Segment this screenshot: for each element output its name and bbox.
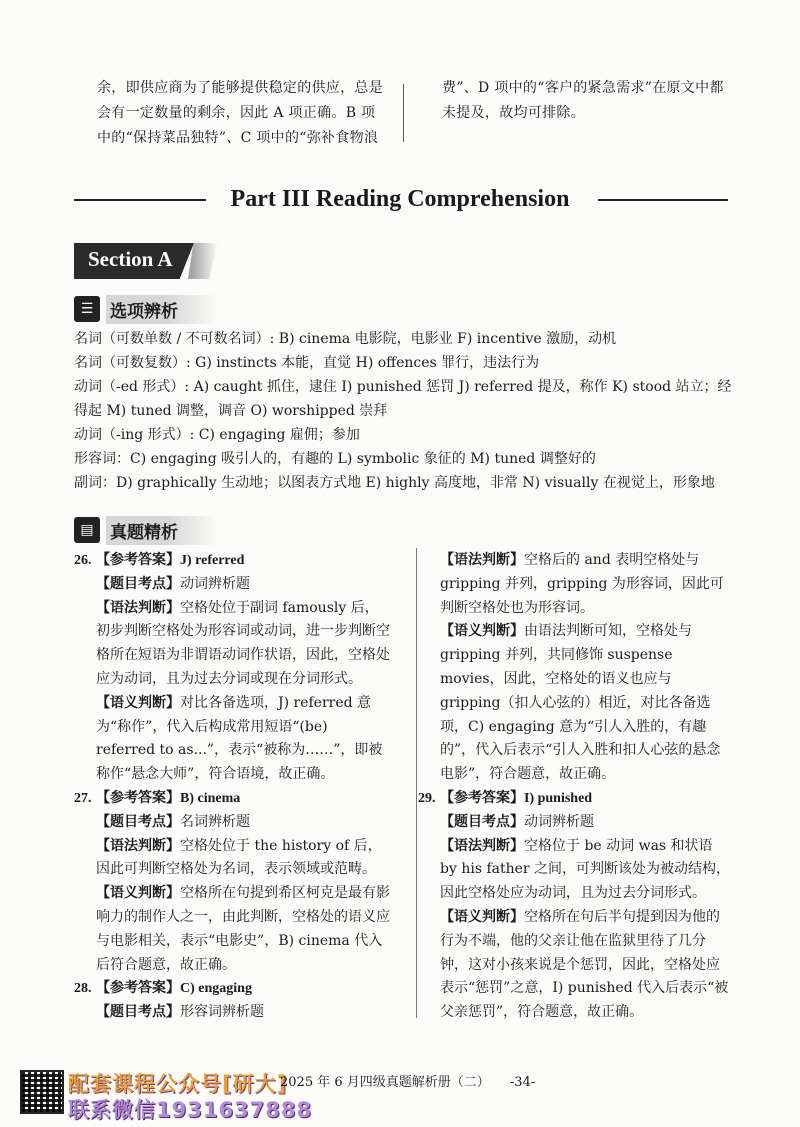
watermark-line-2: 联系微信1931637888 xyxy=(68,1098,313,1122)
vocab-list xyxy=(74,327,734,495)
qr-code xyxy=(20,1070,64,1114)
semantic-label: 【语义判断】 xyxy=(96,694,180,711)
answer-column-left xyxy=(74,549,390,1025)
grammar-label: 【语法判断】 xyxy=(96,599,180,616)
question-number: 28. xyxy=(74,981,92,997)
answer-value: B) cinema xyxy=(180,790,241,806)
answer-label: 【参考答案】 xyxy=(96,789,180,806)
answer-label: 【参考答案】 xyxy=(96,980,180,997)
grammar-text: 空格处位于副词 famously 后，初步判断空格处为形容词或动词，进一步判断空格所在短语为非谓语动词作状语，因此，空格处应为动词，且为过去分词或现在分词形式。 xyxy=(96,599,390,687)
page-number: -34- xyxy=(509,1075,536,1090)
point-value: 动词辨析题 xyxy=(180,575,250,592)
list-icon: ☰ xyxy=(74,296,100,322)
option-analysis-heading xyxy=(74,296,218,322)
grammar-text: 空格后的 and 表明空格处与 gripping 并列，gripping 为形容词，因此可判断空格处也为形容词。 xyxy=(440,552,724,616)
column-divider xyxy=(416,548,417,1018)
point-label: 【题目考点】 xyxy=(96,575,180,592)
continued-text-left: 余，即供应商为了能够提供稳定的供应，总是会有一定数量的剩余，因此 A 项正确。B 项中的“保持菜品独特”、C 项中的“弥补食物浪 xyxy=(97,80,383,146)
answer-29 xyxy=(418,787,732,811)
answer-26 xyxy=(74,549,390,573)
column-divider xyxy=(403,84,404,142)
vocab-line: 形容词：C) engaging 吸引人的，有趣的 L) symbolic 象征的 M) tuned 调整好的 xyxy=(74,451,596,467)
answer-28 xyxy=(74,977,390,1001)
semantic-label: 【语义判断】 xyxy=(440,908,524,925)
vocab-line: 名词（可数复数）: G) instincts 本能，直觉 H) offences 罪行，违法行为 xyxy=(74,355,540,371)
point-label: 【题目考点】 xyxy=(96,1004,180,1021)
grammar-label: 【语法判断】 xyxy=(440,552,524,568)
semantic-text: 空格所在句后半句提到因为他的行为不端，他的父亲让他在监狱里待了几分钟，这对小孩来说是个惩罚，因此，空格处应表示“惩罚”之意，I) punished 代入后表示“被父亲惩罚”，符合题意，故正确。 xyxy=(440,908,729,1021)
option-analysis-label: 选项辨析 xyxy=(106,295,218,324)
vocab-line: 动词（-ing 形式）: C) engaging 雇佣；参加 xyxy=(74,427,360,443)
continued-text-right: 费”、D 项中的“客户的紧急需求”在原文中都未提及，故均可排除。 xyxy=(442,80,724,121)
semantic-text: 由语法判断可知，空格处与 gripping 并列，共同修饰 suspense movies，因此，空格处的语义也应与 gripping（扣人心弦的）相近，对比各备选项，C) engaging 意为“引人入胜的，有趣的”，代入后表示“引人入胜和扣人心弦的悬念电影”，符合题意，故正确。 xyxy=(440,623,721,783)
point-label: 【题目考点】 xyxy=(96,813,180,830)
part-title: Part III Reading Comprehension xyxy=(230,186,570,212)
grammar-label: 【语法判断】 xyxy=(96,837,180,854)
grammar-label: 【语法判断】 xyxy=(440,837,524,854)
section-banner-fade xyxy=(188,243,218,279)
vocab-line: 副词：D) graphically 生动地；以图表方式地 E) highly 高度地，非常 N) visually 在视觉上，形象地 xyxy=(74,475,715,491)
section-title: Section A xyxy=(88,247,173,271)
vocab-line: 得起 M) tuned 调整，调音 O) worshipped 崇拜 xyxy=(74,403,388,419)
grammar-text: 空格位于 be 动词 was 和状语 by his father 之间，可判断该处为被动结构，因此空格处应为动词，且为过去分词形式。 xyxy=(440,837,731,902)
page-footer xyxy=(280,1071,535,1090)
semantic-text: 对比各备选项，J) referred 意为“称作”，代入后构成常用短语“(be) referred to as...”，表示“被称为……”，即被称作“悬念大师”，符合语境，故正确。 xyxy=(96,694,383,783)
answer-label: 【参考答案】 xyxy=(96,552,180,568)
watermark-line-1: 配套课程公众号[研大] xyxy=(68,1072,288,1096)
answer-value: I) punished xyxy=(524,790,593,806)
document-icon: ▤ xyxy=(74,517,100,543)
answer-label: 【参考答案】 xyxy=(440,789,524,806)
semantic-label: 【语义判断】 xyxy=(440,623,524,640)
answer-value: C) engaging xyxy=(180,981,252,997)
point-value: 动词辨析题 xyxy=(524,813,594,830)
semantic-text: 空格所在句提到希区柯克是最有影响力的制作人之一，由此判断，空格处的语义应与电影相关，表示“电影史”，B) cinema 代入后符合题意，故正确。 xyxy=(96,885,390,973)
semantic-label: 【语义判断】 xyxy=(96,885,180,902)
vocab-line: 名词（可数单数 / 不可数名词）: B) cinema 电影院，电影业 F) incentive 激励，动机 xyxy=(74,331,617,347)
question-number: 27. xyxy=(74,790,92,806)
answer-27 xyxy=(74,787,390,811)
question-number: 29. xyxy=(418,790,436,806)
answer-analysis-heading xyxy=(74,517,218,543)
answer-value: J) referred xyxy=(180,553,245,568)
point-label: 【题目考点】 xyxy=(440,813,524,830)
answer-column-right xyxy=(418,549,732,1025)
point-value: 形容词辨析题 xyxy=(180,1004,264,1021)
point-value: 名词辨析题 xyxy=(180,813,250,830)
grammar-text: 空格处位于 the history of 后，因此可判断空格处为名词，表示领域或范畴。 xyxy=(96,837,382,878)
question-number: 26. xyxy=(74,553,92,568)
answer-analysis-label: 真题精析 xyxy=(106,516,218,545)
vocab-line: 动词（-ed 形式）: A) caught 抓住，逮住 I) punished 惩罚 J) referred 提及，称作 K) stood 站立；经 xyxy=(74,379,732,395)
footer-label: 2025 年 6 月四级真题解析册（二） xyxy=(280,1075,490,1090)
